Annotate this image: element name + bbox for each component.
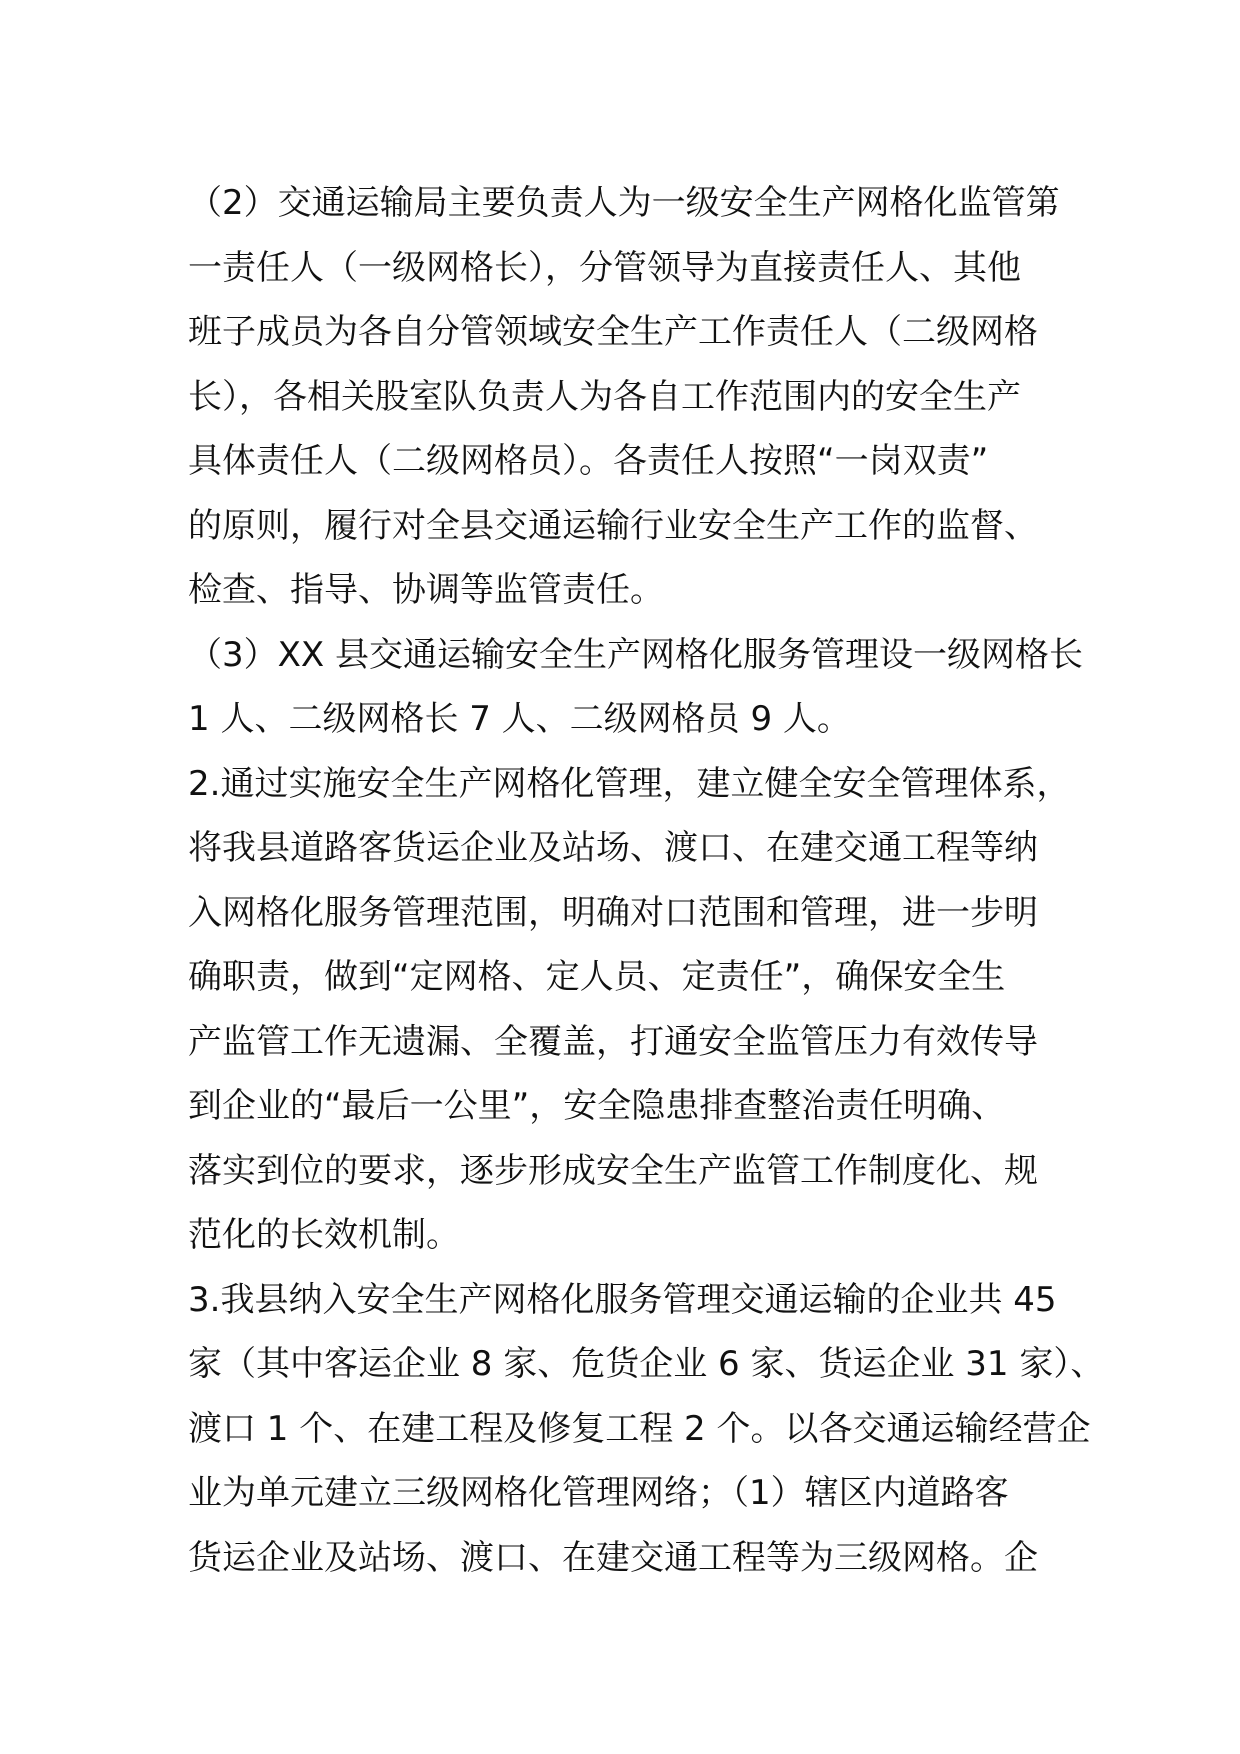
text-line: 一责任人（一级网格长），分管领导为直接责任人、其他 xyxy=(188,247,1021,288)
text-line: 货运企业及站场、渡口、在建交通工程等为三级网格。企 xyxy=(188,1537,1038,1578)
text-line: 入网格化服务管理范围，明确对口范围和管理，进一步明 xyxy=(188,892,1038,933)
text-line: 的原则，履行对全县交通运输行业安全生产工作的监督、 xyxy=(188,505,1038,546)
text-line: 业为单元建立三级网格化管理网络；（1）辖区内道路客 xyxy=(188,1473,1009,1513)
text-line: 1 人、二级网格长 7 人、二级网格员 9 人。 xyxy=(188,699,851,739)
text-line: 家（其中客运企业 8 家、危货企业 6 家、货运企业 31 家）、 xyxy=(188,1344,1105,1384)
text-line: 将我县道路客货运企业及站场、渡口、在建交通工程等纳 xyxy=(188,828,1038,868)
body-text xyxy=(188,171,1105,1590)
text-line: 具体责任人（二级网格员）。各责任人按照“一岗双责” xyxy=(188,441,989,481)
text-line: 渡口 1 个、在建工程及修复工程 2 个。以各交通运输经营企 xyxy=(188,1408,1091,1449)
text-line: （3）XX 县交通运输安全生产网格化服务管理设一级网格长 xyxy=(188,634,1084,675)
text-line: 2.通过实施安全生产网格化管理，建立健全安全管理体系， xyxy=(188,763,1071,804)
text-line: 落实到位的要求，逐步形成安全生产监管工作制度化、规 xyxy=(188,1150,1038,1191)
text-line: 检查、指导、协调等监管责任。 xyxy=(188,570,664,610)
text-line: 到企业的“最后一公里”，安全隐患排查整治责任明确、 xyxy=(188,1086,1006,1126)
text-line: 确职责，做到“定网格、定人员、定责任”，确保安全生 xyxy=(188,957,1006,997)
text-line: 产监管工作无遗漏、全覆盖，打通安全监管压力有效传导 xyxy=(188,1021,1038,1062)
text-line: 3.我县纳入安全生产网格化服务管理交通运输的企业共 45 xyxy=(188,1279,1057,1320)
text-line: 范化的长效机制。 xyxy=(188,1215,460,1255)
text-line: 班子成员为各自分管领域安全生产工作责任人（二级网格 xyxy=(188,312,1038,352)
text-line: （2）交通运输局主要负责人为一级安全生产网格化监管第 xyxy=(188,183,1060,223)
text-line: 长），各相关股室队负责人为各自工作范围内的安全生产 xyxy=(188,376,1021,417)
